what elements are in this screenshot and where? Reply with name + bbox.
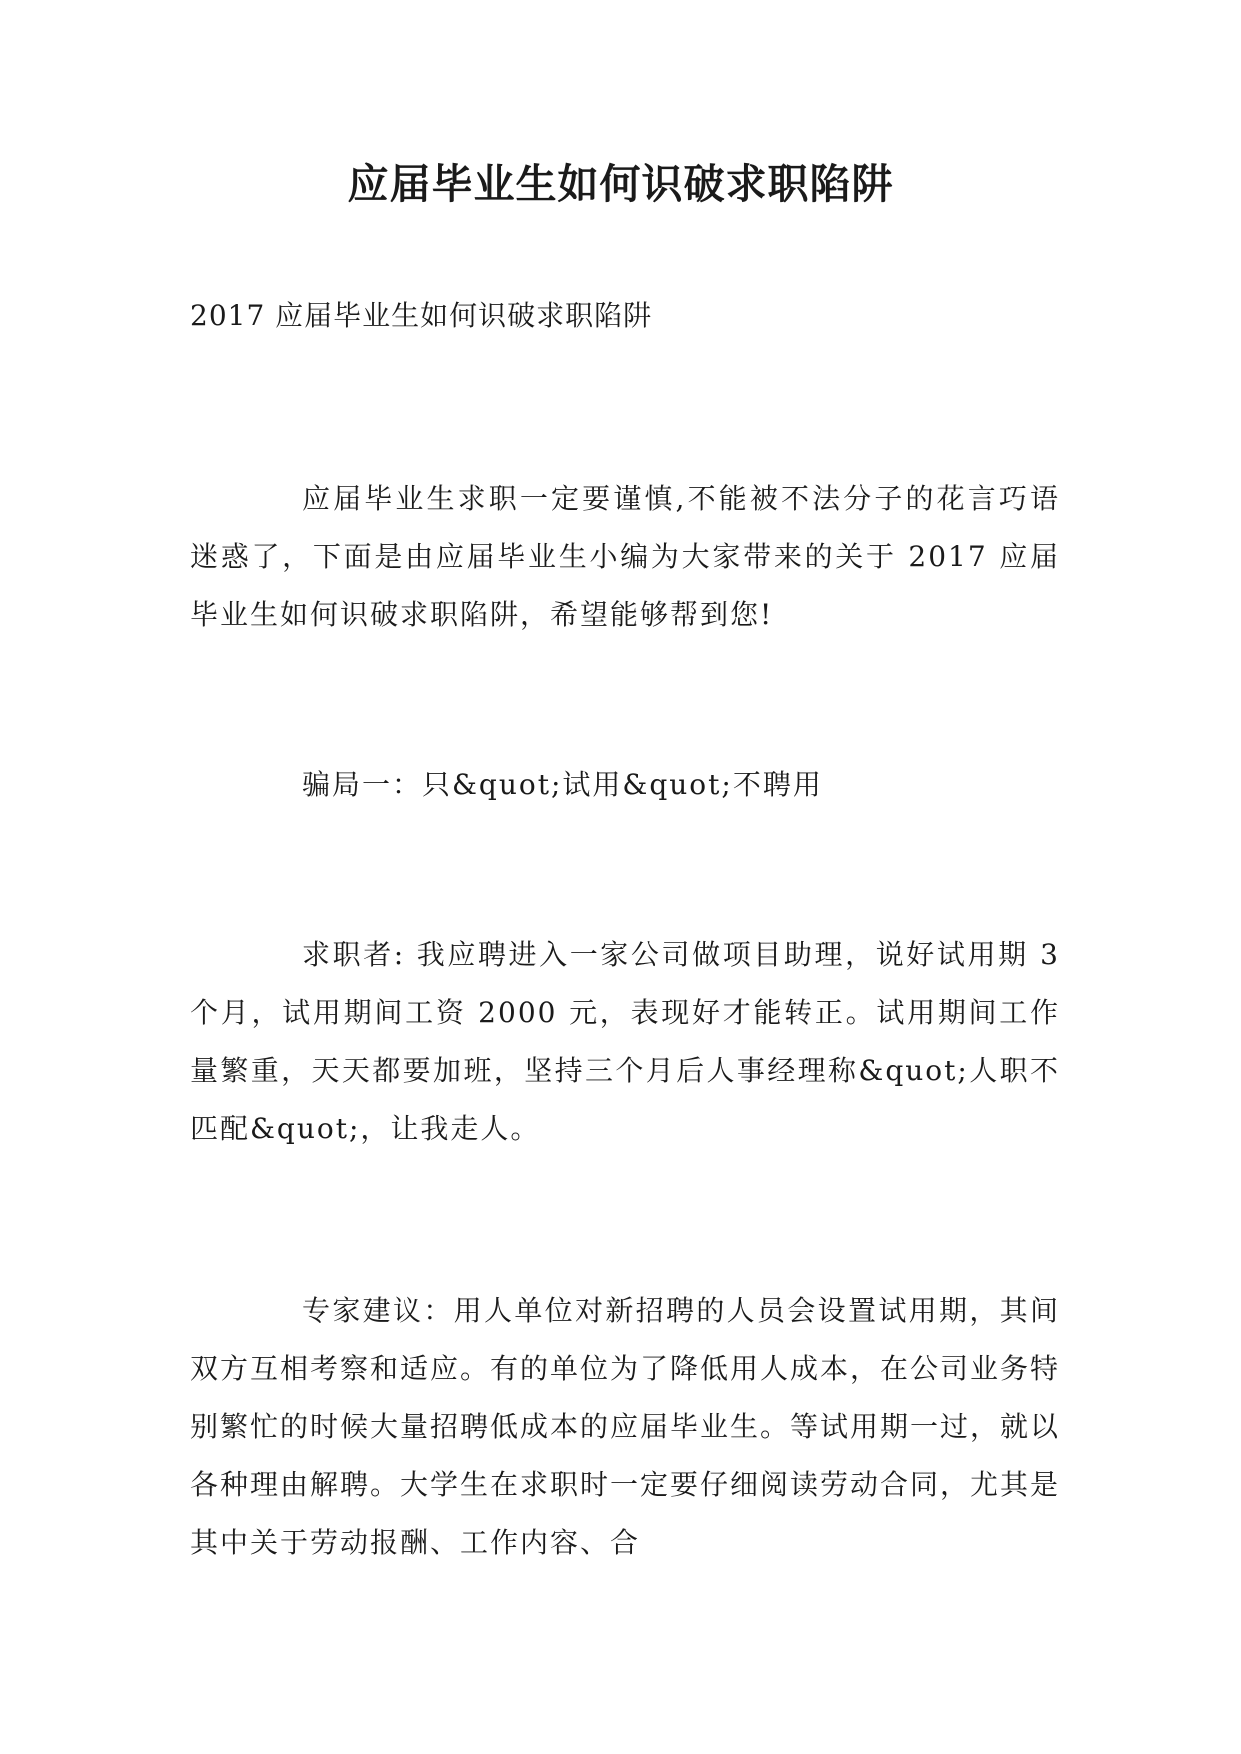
job-seeker-case-paragraph: 求职者: 我应聘进入一家公司做项目助理，说好试用期 3 个月，试用期间工资 2000 元，表现好才能转正。试用期间工作量繁重，天天都要加班，坚持三个月后人事经理称&quot;人职不匹配&quot;，让我走人。	[190, 938, 1060, 1145]
section-heading-scam-one: 骗局一：只&quot;试用&quot;不聘用	[302, 768, 823, 801]
page-title: 应届毕业生如何识破求职陷阱	[347, 160, 894, 208]
intro-paragraph: 应届毕业生求职一定要谨慎,不能被不法分子的花言巧语迷惑了，下面是由应届毕业生小编为大家带来的关于 2017 应届毕业生如何识破求职陷阱，希望能够帮到您!	[190, 482, 1060, 631]
expert-advice-paragraph: 专家建议：用人单位对新招聘的人员会设置试用期，其间双方互相考察和适应。有的单位为了降低用人成本，在公司业务特别繁忙的时候大量招聘低成本的应届毕业生。等试用期一过，就以各种理由解聘。大学生在求职时一定要仔细阅读劳动合同，尤其是其中关于劳动报酬、工作内容、合	[190, 1294, 1061, 1559]
subtitle: 2017 应届毕业生如何识破求职陷阱	[190, 299, 653, 332]
